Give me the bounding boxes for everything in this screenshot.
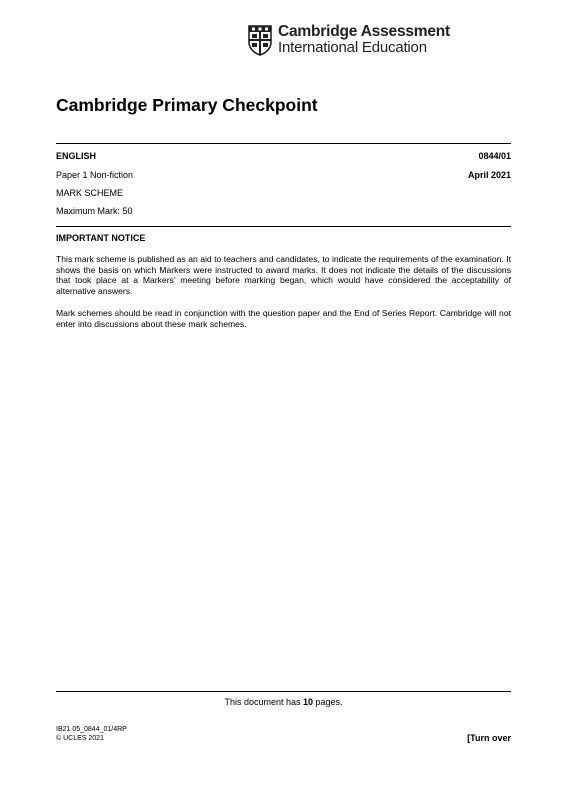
logo-line-1: Cambridge Assessment <box>278 23 451 40</box>
page-count-number: 10 <box>303 697 314 707</box>
syllabus-code: 0844/01 <box>478 151 511 161</box>
page-count-suffix: pages. <box>313 697 343 707</box>
notice-paragraph-1: This mark scheme is published as an aid to teachers and candidates, to indicate the requirements of the examination. It shows the basis on which Markers were instructed to award marks. It does not indicate the details of the discussions that took place at a Markers’ meeting before marking began, which would have considered the acceptability of alternative answers. <box>56 254 511 296</box>
reference-code: IB21 05_0844_01/4RP <box>56 726 127 733</box>
page-count-prefix: This document has <box>224 697 303 707</box>
turn-over-label: [Turn over <box>467 733 511 743</box>
cambridge-logo <box>248 24 450 56</box>
notice-heading: IMPORTANT NOTICE <box>56 233 146 243</box>
document-type: MARK SCHEME <box>56 188 124 198</box>
logo-line-2: International Education <box>278 39 427 56</box>
divider-bottom <box>56 691 511 692</box>
divider-top <box>56 143 511 144</box>
page-count-note <box>56 697 511 707</box>
page-title: Cambridge Primary Checkpoint <box>56 95 318 115</box>
divider-middle <box>56 226 511 227</box>
notice-paragraph-2: Mark schemes should be read in conjunction with the question paper and the End of Series Report. Cambridge will not enter into discussions about these mark schemes. <box>56 308 511 329</box>
cambridge-crest-icon <box>248 25 272 56</box>
footer-reference <box>56 725 127 743</box>
copyright-notice: © UCLES 2021 <box>56 735 104 742</box>
maximum-mark: Maximum Mark: 50 <box>56 206 133 216</box>
paper-label: Paper 1 Non-fiction <box>56 170 134 180</box>
subject-label: ENGLISH <box>56 151 97 161</box>
exam-date: April 2021 <box>467 170 511 180</box>
